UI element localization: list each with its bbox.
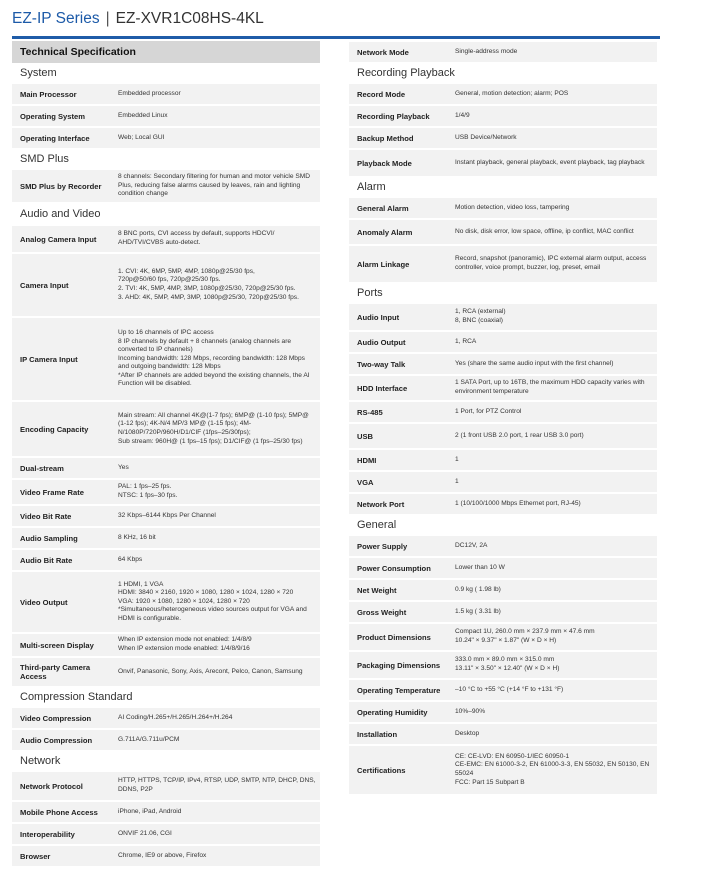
section-heading: Compression Standard: [20, 691, 133, 703]
spec-value: 333.0 mm × 89.0 mm × 315.0 mm 13.11" × 3.50" × 12.40" (W × D × H): [455, 656, 560, 672]
spec-label: Video Compression: [20, 713, 92, 723]
spec-label: Operating Temperature: [357, 685, 441, 695]
section-heading: Recording Playback: [357, 67, 455, 79]
spec-row: [349, 219, 657, 245]
spec-row: [12, 83, 320, 105]
spec-row: [12, 127, 320, 149]
spec-label: Multi-screen Display: [20, 640, 94, 650]
spec-label: Two-way Talk: [357, 359, 406, 369]
section-heading: General: [357, 519, 397, 531]
spec-value: 1 Port, for PTZ Control: [455, 407, 522, 415]
spec-value: Embedded processor: [118, 89, 181, 97]
spec-label: Power Consumption: [357, 563, 431, 573]
right-column: [349, 41, 657, 795]
section-heading: Alarm: [357, 181, 386, 193]
spec-label: HDMI: [357, 455, 377, 465]
spec-value: No disk, disk error, low space, offline, ip conflict, MAC conflict: [455, 227, 634, 235]
spec-value: 8 channels: Secondary filtering for human and motor vehicle SMD Plus, reducing false alarms caused by leaves, rain and lighting condition change: [118, 173, 311, 198]
spec-row: [12, 657, 320, 687]
spec-value: Record, snapshot (panoramic), IPC external alarm output, access controller, voice prompt, buzzer, log, preset, email: [455, 255, 647, 271]
spec-label: Power Supply: [357, 541, 408, 551]
spec-label: General Alarm: [357, 203, 409, 213]
spec-value: 8 BNC ports, CVI access by default, supports HDCVI/ AHD/TVI/CVBS auto-detect.: [118, 230, 275, 246]
spec-label: Network Port: [357, 499, 405, 509]
spec-label: Operating Humidity: [357, 707, 428, 717]
spec-label: Packaging Dimensions: [357, 660, 441, 670]
spec-label: Dual-stream: [20, 463, 64, 473]
header-rule: [12, 36, 660, 39]
spec-value: Single-address mode: [455, 47, 518, 55]
spec-label: Audio Sampling: [20, 533, 78, 543]
spec-value: 1 HDMI, 1 VGA HDMI: 3840 × 2160, 1920 × 1080, 1280 × 1024, 1280 × 720 VGA: 1920 × 1080, 1280 × 1024, 1280 × 720 *Simultaneous/heterogeneous video sources output for VGA and HDMI is configurable.: [118, 580, 307, 622]
spec-label: Audio Input: [357, 312, 400, 322]
spec-row: [349, 83, 657, 105]
spec-row: [12, 633, 320, 657]
spec-row: [12, 823, 320, 845]
spec-value: 8 KHz, 16 bit: [118, 533, 156, 541]
spec-value: 1, RCA: [455, 337, 477, 345]
spec-row: [12, 457, 320, 479]
spec-label: Video Output: [20, 597, 68, 607]
spec-label: Operating System: [20, 111, 85, 121]
spec-label: Encoding Capacity: [20, 424, 89, 434]
spec-row: [349, 651, 657, 679]
spec-row: [12, 317, 320, 401]
spec-label: Product Dimensions: [357, 632, 431, 642]
spec-label: Network Protocol: [20, 781, 83, 791]
spec-label: Recording Playback: [357, 111, 430, 121]
spec-row: [349, 401, 657, 423]
spec-value: AI Coding/H.265+/H.265/H.264+/H.264: [118, 713, 233, 721]
header-separator: |: [105, 10, 110, 27]
spec-value: 64 Kbps: [118, 555, 143, 563]
spec-table-title: Technical Specification: [12, 41, 320, 63]
spec-row: [349, 493, 657, 515]
spec-label: Video Frame Rate: [20, 487, 85, 497]
spec-row: [349, 449, 657, 471]
spec-label: Network Mode: [357, 47, 409, 57]
spec-label: Audio Output: [357, 337, 406, 347]
spec-label: Analog Camera Input: [20, 234, 97, 244]
spec-value: 1: [455, 477, 459, 485]
spec-row: [349, 41, 657, 63]
spec-value: 1 SATA Port, up to 16TB, the maximum HDD capacity varies with environment temperature: [455, 379, 645, 395]
spec-row: [349, 127, 657, 149]
spec-value: DC12V, 2A: [455, 541, 488, 549]
spec-row: [349, 149, 657, 177]
spec-value: –10 °C to +55 °C (+14 °F to +131 °F): [455, 685, 564, 693]
spec-row: [349, 557, 657, 579]
spec-row: [12, 169, 320, 203]
spec-row: [349, 723, 657, 745]
spec-label: Interoperability: [20, 829, 75, 839]
spec-label: Net Weight: [357, 585, 397, 595]
spec-value: Main stream: All channel 4K@(1-7 fps); 6MP@ (1-10 fps); 5MP@ (1-12 fps); 4K-N/4 MP/3 MP@ (1-15 fps); 4M-N/1080P/720P/960H/D1/CIF (1fps–25/30fps); Sub stream: 960H@ (1 fps–15 fps); D1/CIF@ (1 fps–25/30 fps): [118, 411, 309, 445]
spec-label: SMD Plus by Recorder: [20, 181, 102, 191]
spec-row: [349, 353, 657, 375]
spec-value: iPhone, iPad, Android: [118, 807, 182, 815]
spec-row: [12, 479, 320, 505]
spec-row: [349, 423, 657, 449]
spec-value: Lower than 10 W: [455, 563, 505, 571]
spec-value: 1. CVI: 4K, 6MP, 5MP, 4MP, 1080p@25/30 fps, 720p@50/60 fps, 720p@25/30 fps. 2. TVI: 4K, 5MP, 4MP, 3MP, 1080p@25/30, 720p@25/30 fps. 3. AHD: 4K, 5MP, 4MP, 3MP, 1080p@25/30, 720p@25/30 fps.: [118, 267, 299, 301]
spec-label: VGA: [357, 477, 374, 487]
spec-value: Yes (share the same audio input with the first channel): [455, 359, 614, 367]
spec-row: [12, 505, 320, 527]
spec-label: Record Mode: [357, 89, 406, 99]
spec-value: CE: CE-LVD: EN 60950-1/IEC 60950-1 CE-EMC: EN 61000-3-2, EN 61000-3-3, EN 55032, EN 50130, EN 55024 FCC: Part 15 Subpart B: [455, 752, 650, 786]
spec-row: [349, 471, 657, 493]
spec-row: [12, 253, 320, 317]
section-heading: Network: [20, 755, 61, 767]
spec-label: RS-485: [357, 407, 383, 417]
spec-value: Compact 1U, 260.0 mm × 237.9 mm × 47.6 mm 10.24" × 9.37" × 1.87" (W × D × H): [455, 628, 595, 644]
spec-value: 1/4/9: [455, 111, 470, 119]
spec-value: When IP extension mode not enabled: 1/4/8/9 When IP extension mode enabled: 1/4/8/9/16: [118, 636, 252, 652]
spec-value: PAL: 1 fps–25 fps. NTSC: 1 fps–30 fps.: [118, 483, 178, 499]
spec-row: [349, 375, 657, 401]
spec-label: Camera Input: [20, 280, 69, 290]
model-name: EZ-XVR1C08HS-4KL: [115, 10, 264, 27]
spec-label: Gross Weight: [357, 607, 407, 617]
spec-label: Playback Mode: [357, 158, 412, 168]
spec-row: [12, 225, 320, 253]
spec-row: [12, 707, 320, 729]
spec-row: [349, 601, 657, 623]
spec-row: [12, 771, 320, 801]
section-heading: Audio and Video: [20, 208, 101, 220]
spec-label: Audio Compression: [20, 735, 93, 745]
spec-label: Certifications: [357, 765, 406, 775]
spec-label: USB: [357, 431, 374, 441]
spec-label: Operating Interface: [20, 133, 90, 143]
spec-value: G.711A/G.711u/PCM: [118, 735, 180, 743]
spec-value: Chrome, IE9 or above, Firefox: [118, 851, 207, 859]
spec-value: USB Device/Network: [455, 133, 517, 141]
spec-label: IP Camera Input: [20, 354, 78, 364]
spec-value: Instant playback, general playback, event playback, tag playback: [455, 158, 645, 166]
spec-label: Backup Method: [357, 133, 414, 143]
spec-value: Yes: [118, 463, 129, 471]
spec-label: Anomaly Alarm: [357, 227, 413, 237]
spec-row: [12, 527, 320, 549]
spec-value: HTTP, HTTPS, TCP/IP, IPv4, RTSP, UDP, SMTP, NTP, DHCP, DNS, DDNS, P2P: [118, 777, 316, 793]
spec-value: Web; Local GUI: [118, 133, 165, 141]
spec-value: General, motion detection; alarm; POS: [455, 89, 569, 97]
spec-value: 1 (10/100/1000 Mbps Ethernet port, RJ-45): [455, 499, 581, 507]
document-header: [12, 10, 264, 28]
spec-row: [12, 401, 320, 457]
spec-label: Alarm Linkage: [357, 259, 410, 269]
spec-row: [349, 623, 657, 651]
spec-value: 1: [455, 455, 459, 463]
spec-row: [12, 549, 320, 571]
spec-value: 1, RCA (external) 8, BNC (coaxial): [455, 308, 506, 324]
spec-value: Desktop: [455, 729, 480, 737]
spec-row: [12, 105, 320, 127]
spec-row: [349, 303, 657, 331]
section-heading: Ports: [357, 287, 383, 299]
spec-row: [349, 331, 657, 353]
spec-row: [349, 679, 657, 701]
spec-label: Main Processor: [20, 89, 77, 99]
spec-value: Embedded Linux: [118, 111, 168, 119]
spec-row: [349, 197, 657, 219]
section-heading: System: [20, 67, 57, 79]
spec-value: Up to 16 channels of IPC access 8 IP channels by default + 8 channels (analog channels are converted to IP channels) Incoming bandwidth: 128 Mbps, recording bandwidth: 128 Mbps and outgoing bandwidth: 128 Mbps *After IP channels are added beyond the existing channels, the AI Function will be disabled.: [118, 328, 310, 388]
spec-label: Browser: [20, 851, 51, 861]
spec-row: [12, 571, 320, 633]
spec-label: Mobile Phone Access: [20, 807, 98, 817]
spec-label: Video Bit Rate: [20, 511, 72, 521]
spec-row: [349, 245, 657, 283]
spec-value: 32 Kbps–6144 Kbps Per Channel: [118, 511, 216, 519]
spec-value: Onvif, Panasonic, Sony, Axis, Arecont, Pelco, Canon, Samsung: [118, 667, 303, 675]
spec-value: 0.9 kg ( 1.98 lb): [455, 585, 501, 593]
spec-row: [349, 701, 657, 723]
series-name: EZ-IP Series: [12, 10, 100, 27]
section-heading: SMD Plus: [20, 153, 69, 165]
left-column: [12, 41, 320, 867]
spec-row: [349, 105, 657, 127]
spec-value: 2 (1 front USB 2.0 port, 1 rear USB 3.0 port): [455, 431, 584, 439]
spec-value: 1.5 kg ( 3.31 lb): [455, 607, 501, 615]
spec-label: Third-party Camera Access: [20, 663, 91, 681]
spec-row: [12, 845, 320, 867]
spec-label: Audio Bit Rate: [20, 555, 73, 565]
spec-row: [349, 745, 657, 795]
spec-label: Installation: [357, 729, 398, 739]
spec-row: [349, 579, 657, 601]
spec-row: [12, 801, 320, 823]
spec-value: 10%–90%: [455, 707, 486, 715]
spec-row: [349, 535, 657, 557]
spec-value: Motion detection, video loss, tampering: [455, 203, 570, 211]
spec-row: [12, 729, 320, 751]
spec-value: ONVIF 21.06, CGI: [118, 829, 172, 837]
spec-label: HDD Interface: [357, 383, 408, 393]
